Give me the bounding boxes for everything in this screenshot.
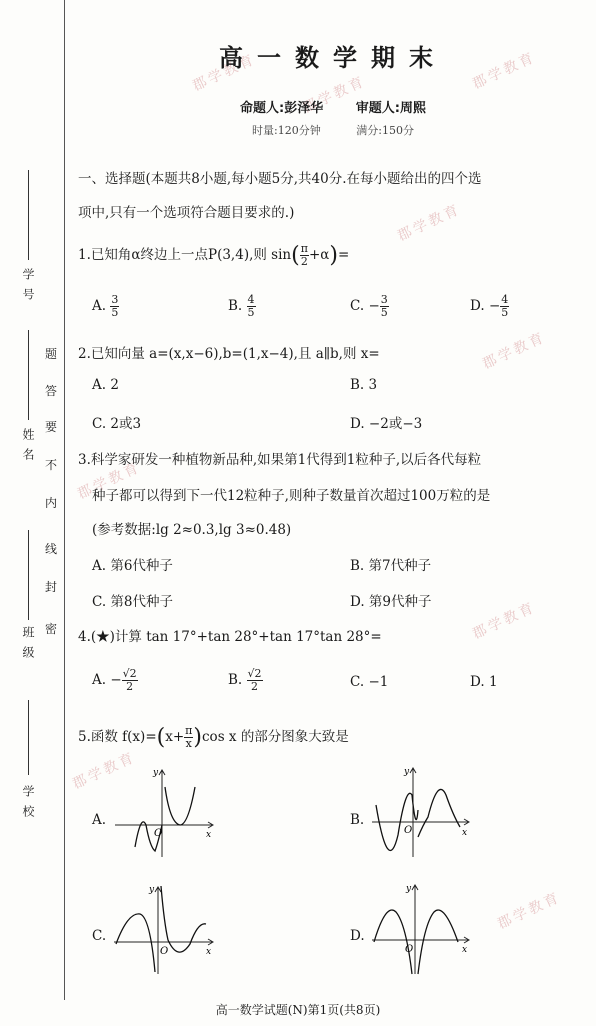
graph-b-y-label: y [404, 767, 410, 777]
graph-c [110, 882, 220, 977]
q1-option-a: A. $\frac{3}{5}$ [92, 293, 119, 319]
page-footer: 高一数学试题(N)第1页(共8页) [215, 1003, 381, 1017]
question-5: 5.函数 f(x)=(x+ $\frac{\pi}{x}$ )cos x 的部分图象大致是 [78, 724, 349, 750]
question-1: 1.已知角α终边上一点P(3,4),则 sin( $\frac{\pi}{2}$ +α)= [78, 242, 350, 268]
graph-a [110, 765, 220, 860]
watermark: 郡学教育 [470, 599, 539, 643]
binding-line [64, 0, 65, 1000]
q3-option-b: B. 第7代种子 [350, 558, 432, 574]
q5-option-d-label: D. [350, 928, 365, 944]
q1-stem: 1.已知角α终边上一点P(3,4),则 sin [78, 247, 292, 263]
name-line [28, 330, 29, 420]
watermark: 郡学教育 [75, 459, 144, 503]
q2-option-a: A. 2 [92, 377, 119, 393]
graph-c-x-label: x [206, 947, 212, 957]
seal-char: 不 [45, 458, 58, 472]
seal-char: 题 [45, 347, 58, 361]
graph-d [368, 882, 478, 977]
seal-char: 答 [45, 384, 58, 398]
graph-b-x-label: x [462, 828, 468, 838]
question-3-ref: (参考数据:lg 2≈0.3,lg 3≈0.48) [92, 522, 292, 538]
watermark: 郡学教育 [70, 749, 139, 793]
school-line [28, 700, 29, 775]
watermark: 郡学教育 [480, 329, 549, 373]
q1-option-c: C. − $\frac{3}{5}$ [350, 293, 388, 319]
q4-option-a: A. − $\frac{√2}{2}$ [92, 667, 137, 693]
school-label: 学 校 [21, 785, 35, 819]
q1-arg-fraction: $\frac{\pi}{2}$ [300, 242, 308, 268]
graph-d-x-label: x [462, 945, 468, 955]
q4-option-c: C. −1 [350, 674, 389, 690]
q3-option-a: A. 第6代种子 [92, 558, 173, 574]
question-3-cont: 种子都可以得到下一代12粒种子,则种子数量首次超过100万粒的是 [92, 488, 491, 504]
watermark: 郡学教育 [395, 201, 464, 245]
graph-c-y-label: y [149, 885, 155, 895]
question-2: 2.已知向量 a=(x,x−6),b=(1,x−4),且 a∥b,则 x= [78, 346, 380, 362]
seal-char: 封 [45, 580, 58, 594]
watermark: 郡学教育 [470, 49, 539, 93]
proposer: 命题人:彭泽华 [240, 101, 324, 116]
seal-char: 要 [45, 420, 58, 434]
graph-b [368, 765, 478, 860]
watermark: 郡学教育 [300, 73, 369, 117]
graph-a-origin: O [154, 828, 163, 839]
section-heading-cont: 项中,只有一个选项符合题目要求的.) [78, 205, 295, 221]
graph-d-y-label: y [406, 884, 412, 894]
name-label: 姓 名 [21, 428, 35, 462]
q2-option-c: C. 2或3 [92, 416, 142, 432]
student-id-line [28, 170, 29, 260]
q5-option-c-label: C. [92, 928, 107, 944]
graph-d-origin: O [405, 944, 414, 955]
question-3: 3.科学家研发一种植物新品种,如果第1代得到1粒种子,以后各代每粒 [78, 452, 482, 468]
exam-meta [70, 122, 596, 138]
seal-char: 内 [45, 496, 58, 510]
watermark: 郡学教育 [190, 51, 259, 95]
page-title: 高一数学期末 [219, 44, 447, 72]
seal-char: 线 [45, 542, 58, 556]
q3-option-c: C. 第8代种子 [92, 594, 174, 610]
watermark: 郡学教育 [495, 889, 564, 933]
time-limit: 时量:120分钟 [252, 124, 321, 137]
student-id-label: 学 号 [21, 268, 35, 302]
q2-option-b: B. 3 [350, 377, 378, 393]
graph-c-origin: O [160, 946, 169, 957]
section-heading: 一、选择题(本题共8小题,每小题5分,共40分.在每小题给出的四个选 [78, 171, 482, 187]
q2-option-d: D. −2或−3 [350, 416, 423, 432]
q5-option-a-label: A. [92, 812, 107, 828]
q5-option-b-label: B. [350, 812, 365, 828]
q4-option-b: B. $\frac{√2}{2}$ [228, 667, 262, 693]
graph-a-y-label: y [153, 768, 159, 778]
class-line [28, 530, 29, 620]
question-4: 4.(★)计算 tan 17°+tan 28°+tan 17°tan 28°= [78, 629, 382, 645]
author-line [70, 97, 596, 116]
q3-option-d: D. 第9代种子 [350, 594, 432, 610]
q1-option-b: B. $\frac{4}{5}$ [228, 293, 255, 319]
graph-a-x-label: x [206, 830, 212, 840]
class-label: 班 级 [21, 626, 35, 660]
seal-char: 密 [45, 622, 58, 636]
full-score: 满分:150分 [356, 124, 414, 137]
reviewer: 审题人:周熙 [355, 101, 426, 116]
q1-option-d: D. − $\frac{4}{5}$ [470, 293, 509, 319]
q4-option-d: D. 1 [470, 674, 498, 690]
graph-b-origin: O [404, 825, 413, 836]
